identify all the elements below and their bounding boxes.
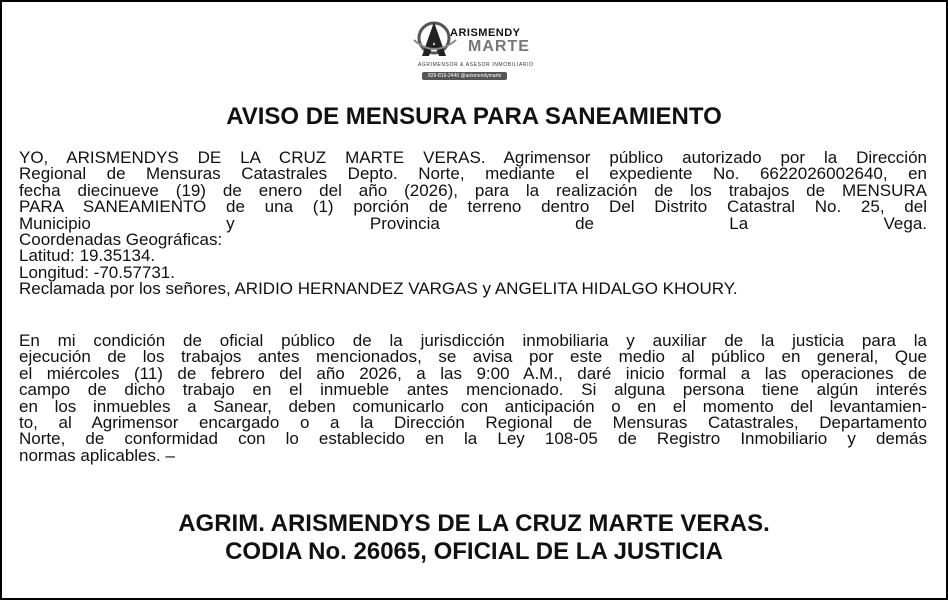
paragraph-line: Municipio y Provincia de La Vega. — [19, 213, 927, 233]
paragraph-line: normas aplicables. – — [19, 445, 175, 465]
paragraph-line: fecha diecinueve (19) de enero del año (2026), para la realización de los trabajos de MENSURA — [19, 180, 927, 200]
coordinates-heading: Coordenadas Geográficas: — [19, 230, 223, 250]
paragraph-line: campo de dicho trabajo en el inmueble antes mencionado. Si alguna persona tiene algún interés — [19, 380, 927, 400]
paragraph-line: el miércoles (11) de febrero del año 2026, a las 9:00 A.M., daré inicio formal a las operaciones de — [19, 363, 927, 383]
paragraph-line: en los inmuebles a Sanear, deben comunicarlo con anticipación o en el momento del levantamien- — [19, 396, 927, 416]
paragraph-line: to, al Agrimensor encargado o a la Dirección Regional de Mensuras Catastrales, Departamento — [19, 413, 927, 433]
paragraph-line: PARA SANEAMIENTO de una (1) porción de terreno dentro Del Distrito Catastral No. 25, del — [19, 197, 927, 217]
notice-title: AVISO DE MENSURA PARA SANEAMIENTO — [226, 103, 722, 130]
latitude: Latitud: 19.35134. — [19, 246, 156, 266]
paragraph-line: Regional de Mensuras Catastrales Depto. Norte, mediante el expediente No. 6622026002640, en — [19, 164, 927, 184]
notice-paragraph-2 — [19, 333, 927, 464]
paragraph-line: ejecución de los trabajos antes mencionados, se avisa por este medio al público en general, Que — [19, 347, 927, 367]
logo-brand-top: ARISMENDY — [450, 27, 521, 39]
company-logo — [410, 16, 562, 79]
logo-contact: 829-816-2440 @arismendymarte — [422, 72, 507, 80]
logo-brand-bottom: MARTE — [468, 38, 530, 55]
notice-paragraph-1 — [19, 150, 927, 298]
claimants: Reclamada por los señores, ARIDIO HERNANDEZ VARGAS y ANGELITA HIDALGO KHOURY. — [19, 279, 738, 299]
compass-logo-icon — [410, 16, 460, 62]
paragraph-line: En mi condición de oficial público de la jurisdicción inmobiliaria y auxiliar de la justicia para la — [19, 331, 927, 350]
signature-name: AGRIM. ARISMENDYS DE LA CRUZ MARTE VERAS. — [178, 510, 770, 537]
logo-tagline: AGRIMENSOR & ASESOR INMOBILIARIO — [418, 62, 534, 68]
longitude: Longitud: -70.57731. — [19, 262, 175, 282]
signature-credential: CODIA No. 26065, OFICIAL DE LA JUSTICIA — [225, 538, 723, 565]
paragraph-line: Norte, de conformidad con lo establecido en la Ley 108-05 de Registro Inmobiliario y demás — [19, 429, 927, 449]
paragraph-line: YO, ARISMENDYS DE LA CRUZ MARTE VERAS. Agrimensor público autorizado por la Dirección — [19, 148, 927, 167]
